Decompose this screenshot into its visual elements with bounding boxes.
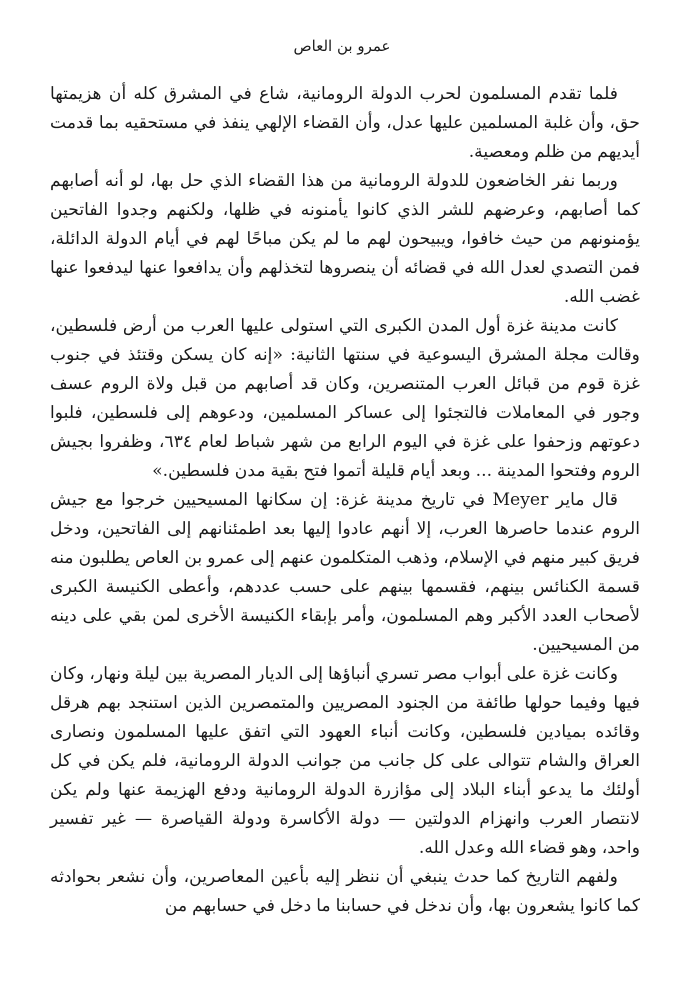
paragraph: ولفهم التاريخ كما حدث ينبغي أن ننظر إليه بأعين المعاصرين، وأن نشعر بحوادثه كما كانوا يشعرون بها، وأن ندخل في حسابنا ما دخل في حسابهم من bbox=[50, 867, 640, 916]
paragraph: قال ماير Meyer في تاريخ مدينة غزة: إن سكانها المسيحيين خرجوا مع جيش الروم عندما حاصرها العرب، إلا أنهم عادوا إليها بعد اطمئنانهم إلى الفاتحين، ودخل فريق كبير منهم في الإسلام، وذهب المتكلمون عنهم إلى عمرو بن العاص يطلبون منه قسمة الكنائس بينهم، فقسمها بينهم على حسب عددهم، وأعطى الكنيسة الكبرى لأصحاب العدد الأكبر وهم المسلمون، وأمر بإبقاء الكنيسة الأخرى لمن بقي على دينه من المسيحيين. bbox=[50, 490, 640, 655]
body-text bbox=[50, 80, 640, 921]
paragraph: وكانت غزة على أبواب مصر تسري أنباؤها إلى الديار المصرية بين ليلة ونهار، وكان فيها وفيما حولها طائفة من الجنود المصريين والمتمصرين الذين استنجد بهم هرقل وقائده بميادين فلسطين، وكانت أنباء العهود التي اتفق عليها المسلمون ونصارى العراق والشام تتوالى على كل جانب من جوانب الدولة الرومانية، فلم يكن في كل أولئك ما يدعو أبناء البلاد إلى مؤازرة الدولة الرومانية ودفع الهزيمة عنها ولم يكن لانتصار العرب وانهزام الدولتين — دولة الأكاسرة ودولة القياصرة — غير تفسير واحد، وهو قضاء الله وعدل الله. bbox=[50, 664, 640, 858]
running-header: عمرو بن العاص bbox=[293, 37, 391, 55]
paragraph: فلما تقدم المسلمون لحرب الدولة الرومانية، شاع في المشرق كله أن هزيمتها حق، وأن غلبة المسلمين عليها عدل، وأن القضاء الإلهي ينفذ في مستحقيه بما قدمت أيديهم من ظلم ومعصية. bbox=[50, 84, 640, 162]
paragraph: كانت مدينة غزة أول المدن الكبرى التي استولى عليها العرب من أرض فلسطين، وقالت مجلة المشرق اليسوعية في سنتها الثانية: «إنه كان يسكن وقتئذ في جنوب غزة قوم من قبائل العرب المتنصرين، وكان قد أصابهم من قبل ولاة الروم عسف وجور في المعاملات فالتجئوا إلى عساكر المسلمين، ودعوهم إلى فلسطين، فلبوا دعوتهم وزحفوا على غزة في اليوم الرابع من شهر شباط لعام ٦٣٤، وظفروا بجيش الروم وفتحوا المدينة ... وبعد أيام قليلة أتموا فتح بقية مدن فلسطين.» bbox=[50, 316, 640, 481]
paragraph: وربما نفر الخاضعون للدولة الرومانية من هذا القضاء الذي حل بها، لو أنه أصابهم كما أصابهم، وعرضهم للشر الذي كانوا يأمنونه في ظلها، ولكنهم وجدوا الفاتحين يؤمنونهم من حيث خافوا، ويبيحون لهم ما لم يكن مباحًا لهم في أيام الدولة الدائلة، فمن التصدي لعدل الله في قضائه أن ينصروها لتخذلهم وأن يدافعوا عنها ليدفعوا عنها غضب الله. bbox=[50, 171, 640, 307]
